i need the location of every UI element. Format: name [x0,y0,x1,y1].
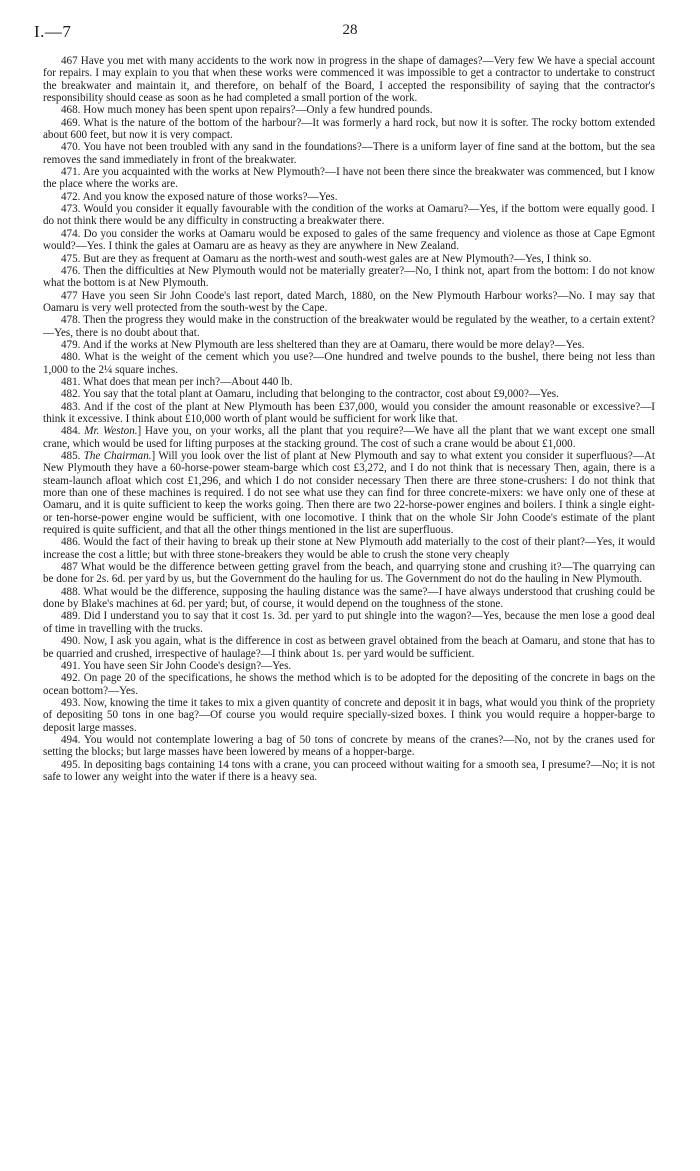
question-paragraph [43,672,655,697]
question-number: 495. [61,758,81,771]
page-number: 28 [342,22,358,38]
question-paragraph [43,339,655,351]
question-paragraph [43,117,655,142]
question-number: 481. [61,375,81,388]
paragraph-text: And you know the exposed nature of those works?—Yes. [82,190,338,203]
question-number: 469. [61,116,81,129]
question-paragraph [43,55,655,104]
question-number: 468. [61,104,81,117]
question-paragraph [43,561,655,586]
paragraph-text: Do you consider the works at Oamaru would be exposed to gales of the same frequency and violence as those at Cape Egmont would?—Yes. I think the gales at Oamaru are as heavy as they are anywhere in New Zealand. [43,227,655,253]
paragraph-text: You have not been troubled with any sand in the foundations?—There is a uniform layer of fine sand at the bottom, but the sea removes the sand immediately in front of the breakwater. [43,141,655,166]
paragraph-text: Then the difficulties at New Plymouth would not be materially greater?—No, I think not, apart from the bottom: I do not know what the bottom is at New Plymouth. [43,264,655,290]
paragraph-text: You have seen Sir John Coode's design?—Yes. [82,659,292,672]
question-number: 479. [61,338,81,351]
question-paragraph [43,228,655,253]
question-number: 475. [61,252,81,265]
question-paragraph [43,635,655,660]
question-number: 473. [61,203,81,216]
question-paragraph: 484. Mr. Weston.] Have you, on your works, all the plant that you require?—We have all the plant that we want except one small crane, which would be used for lifting purposes at the stacking ground. The cost of such a crane would be about £1,000. [43,425,655,450]
speaker-name: The Chairman. [83,450,152,462]
paragraph-text: How much money has been spent upon repairs?—Only a few hundred pounds. [83,104,433,117]
question-number: 484. [61,425,81,438]
paragraph-text: But are they as frequent at Oamaru as the north-west and south-west gales are at New Plymouth?—Yes, I think so. [83,252,592,265]
paragraph-text: On page 20 of the specifications, he shows the method which is to be adopted for the depositing of the concrete in bags on the ocean bottom?—Yes. [43,672,655,697]
question-number: 489. [61,610,81,623]
question-number: 470. [61,141,81,154]
question-number: 483. [61,400,81,413]
question-number: 478. [61,314,81,327]
question-number: 486. [61,536,81,549]
question-number: 472. [61,190,81,203]
question-number: 488. [61,585,81,598]
question-paragraph [43,141,655,166]
question-number: 471. [61,166,81,179]
paragraph-text: Would you consider it equally favourable with the condition of the works at Oamaru?—Yes, if the bottom were equally good. I do not think there would be any difficulty in constructing a breakwater there. [43,203,655,228]
question-paragraph [43,734,655,759]
question-paragraph [43,191,655,203]
question-number: 491. [61,659,81,672]
question-number: 480. [61,351,81,364]
paragraph-text: And if the cost of the plant at New Plymouth has been £37,000, would you consider the amount reasonable or excessive?—I think it excessive. I think about £10,000 worth of plant would be sufficient for work like that. [43,400,655,425]
question-paragraph [43,759,655,784]
question-number: 490. [61,635,81,648]
document-body [43,55,655,783]
paragraph-text: Have you met with many accidents to the work now in progress in the shape of damages?—Very few We have a special account for repairs. I may explain to you that when these works were commenced it was impossible to get a contractor to undertake to construct the breakwater and maintain it, and therefore, on behalf of the Board, I accepted the responsibility of saying that the contractor's responsibility should cease as soon as he had completed a small portion of the work. [43,55,655,105]
question-number: 477 [61,289,78,302]
paragraph-text: Did I understand you to say that it cost 1s. 3d. per yard to put shingle into the wagon?—Yes, because the men lose a good deal of time in travelling with the trucks. [43,610,655,635]
question-paragraph [43,104,655,116]
question-number: 485. [61,450,81,462]
paragraph-text: You would not contemplate lowering a bag of 50 tons of concrete by means of the cranes?—No, not by the cranes used for setting the blocks; but large masses have been lowered by means of a hopper-barge. [43,733,655,759]
paragraph-text: What would be the difference between getting gravel from the beach, and quarrying stone and crushing it?—The quarrying can be done for 2s. 6d. per yard by us, but the Government do the hauling for us. The Government do not do the hauling in New Plymouth. [43,561,655,586]
question-number: 482. [61,388,81,401]
question-paragraph [43,536,655,561]
question-paragraph [43,265,655,290]
question-paragraph [43,610,655,635]
paragraph-text: What does that mean per inch?—About 440 lb. [83,375,293,388]
paragraph-text: And if the works at New Plymouth are less sheltered than they are at Oamaru, there would be more delay?—Yes. [82,338,585,351]
paragraph-text: In depositing bags containing 14 tons with a crane, you can proceed without waiting for a smooth sea, I presume?—No; it is not safe to lower any weight into the water if there is a heavy sea. [43,758,655,783]
question-paragraph [43,351,655,376]
question-number: 493. [61,696,81,709]
question-paragraph [43,697,655,734]
paragraph-text: Have you, on your works, all the plant that you require?—We have all the plant that we want except one small crane, which would be used for lifting purposes at the stacking ground. The cost of such a crane would be about £1,000. [43,425,655,450]
question-paragraph [43,290,655,315]
paragraph-text: What is the nature of the bottom of the harbour?—It was formerly a hard rock, but now it is softer. The rocky bottom extended about 600 feet, but now it is very compact. [43,116,655,142]
paragraph-text: Now, knowing the time it takes to mix a given quantity of concrete and deposit it in bags, what would you think of the propriety of depositing 50 tons in one bag?—Of course you would require specially-sized boxes. I think you would require a hopper-barge to deposit large masses. [43,696,655,734]
question-paragraph [43,253,655,265]
paragraph-text: You say that the total plant at Oamaru, including that belonging to the contractor, cost about £9,000?—Yes. [82,388,559,401]
paragraph-text: What would be the difference, supposing the hauling distance was the same?—I have always understood that crushing could be done by Blake's machines at 6d. per yard; but, of course, it would depend on the toughness of the stone. [43,585,655,611]
question-paragraph [43,660,655,672]
paragraph-text: Would the fact of their having to break up their stone at New Plymouth add materially to the cost of their plant?—Yes, it would increase the cost a little; but with three stone-breakers they would be able to crush the stone very cheaply [43,536,655,561]
page-header [34,22,666,44]
question-paragraph [43,376,655,388]
question-paragraph [43,203,655,228]
question-paragraph [43,401,655,426]
question-number: 467 [61,55,78,67]
question-paragraph [43,314,655,339]
speaker-name: Mr. Weston. [84,425,138,438]
question-number: 474. [61,227,81,240]
question-paragraph: 485. The Chairman.] Will you look over the list of plant at New Plymouth and say to what extent you consider it superfluous?—At New Plymouth they have a 60-horse-power steam-barge which cost £3,272, and I do not think that is necessary Then, again, there is a steam-launch afloat which cost £1,296, and which I do not consider necessary Then there are three stone-crushers: I do not think that more than one of these machines is required. I do not see what use they can find for three concrete-mixers: we have only one of these at Oamaru, and it is quite sufficient to keep the works going. Then there are two 22-horse-power engines and boilers. I think a single eight- or ten-horse-power engine would be sufficient, with one locomotive. I think that on the whole Sir John Coode's estimate of the plant required is quite sufficient, and that all the other things mentioned in the list are superfluous. [43,450,655,537]
paragraph-text: What is the weight of the cement which you use?—One hundred and twelve pounds to the bushel, there being not less than 1,000 to the 2¼ square inches. [43,351,655,376]
paragraph-text: Now, I ask you again, what is the difference in cost as between gravel obtained from the beach at Oamaru, and stone that has to be quarried and crushed, irrespective of haulage?—I think about 1s. per yard would be sufficient. [43,635,655,660]
question-number: 487 [61,561,78,574]
question-number: 492. [61,672,81,685]
question-paragraph [43,388,655,400]
question-paragraph [43,586,655,611]
question-number: 494. [61,733,81,746]
question-paragraph [43,166,655,191]
paragraph-text: Are you acquainted with the works at New Plymouth?—I have not been there since the breakwater was commenced, but I know the place where the works are. [43,166,655,191]
paragraph-text: Will you look over the list of plant at New Plymouth and say to what extent you consider it superfluous?—At New Plymouth they have a 60-horse-power steam-barge which cost £3,272, and I do not think that is necessary Then, again, there is a steam-launch afloat which cost £1,296, and which I do not consider necessary Then there are three stone-crushers: I do not think that more than one of these machines is required. I do not see what use they can find for three concrete-mixers: we have only one of these at Oamaru, and it is quite sufficient to keep the works going. Then there are two 22-horse-power engines and boilers. I think a single eight- or ten-horse-power engine would be sufficient, with one locomotive. I think that on the whole Sir John Coode's estimate of the plant required is quite sufficient, and that all the other things mentioned in the list are superfluous. [43,450,655,537]
question-number: 476. [61,264,81,277]
document-reference: I.—7 [34,22,72,41]
paragraph-text: Have you seen Sir John Coode's last report, dated March, 1880, on the New Plymouth Harbour works?—No. I may say that Oamaru is very well protected from the south-west by the Cape. [43,289,655,314]
paragraph-text: Then the progress they would make in the construction of the breakwater would be regulated by the weather, to a certain extent?—Yes, there is no doubt about that. [43,314,655,339]
